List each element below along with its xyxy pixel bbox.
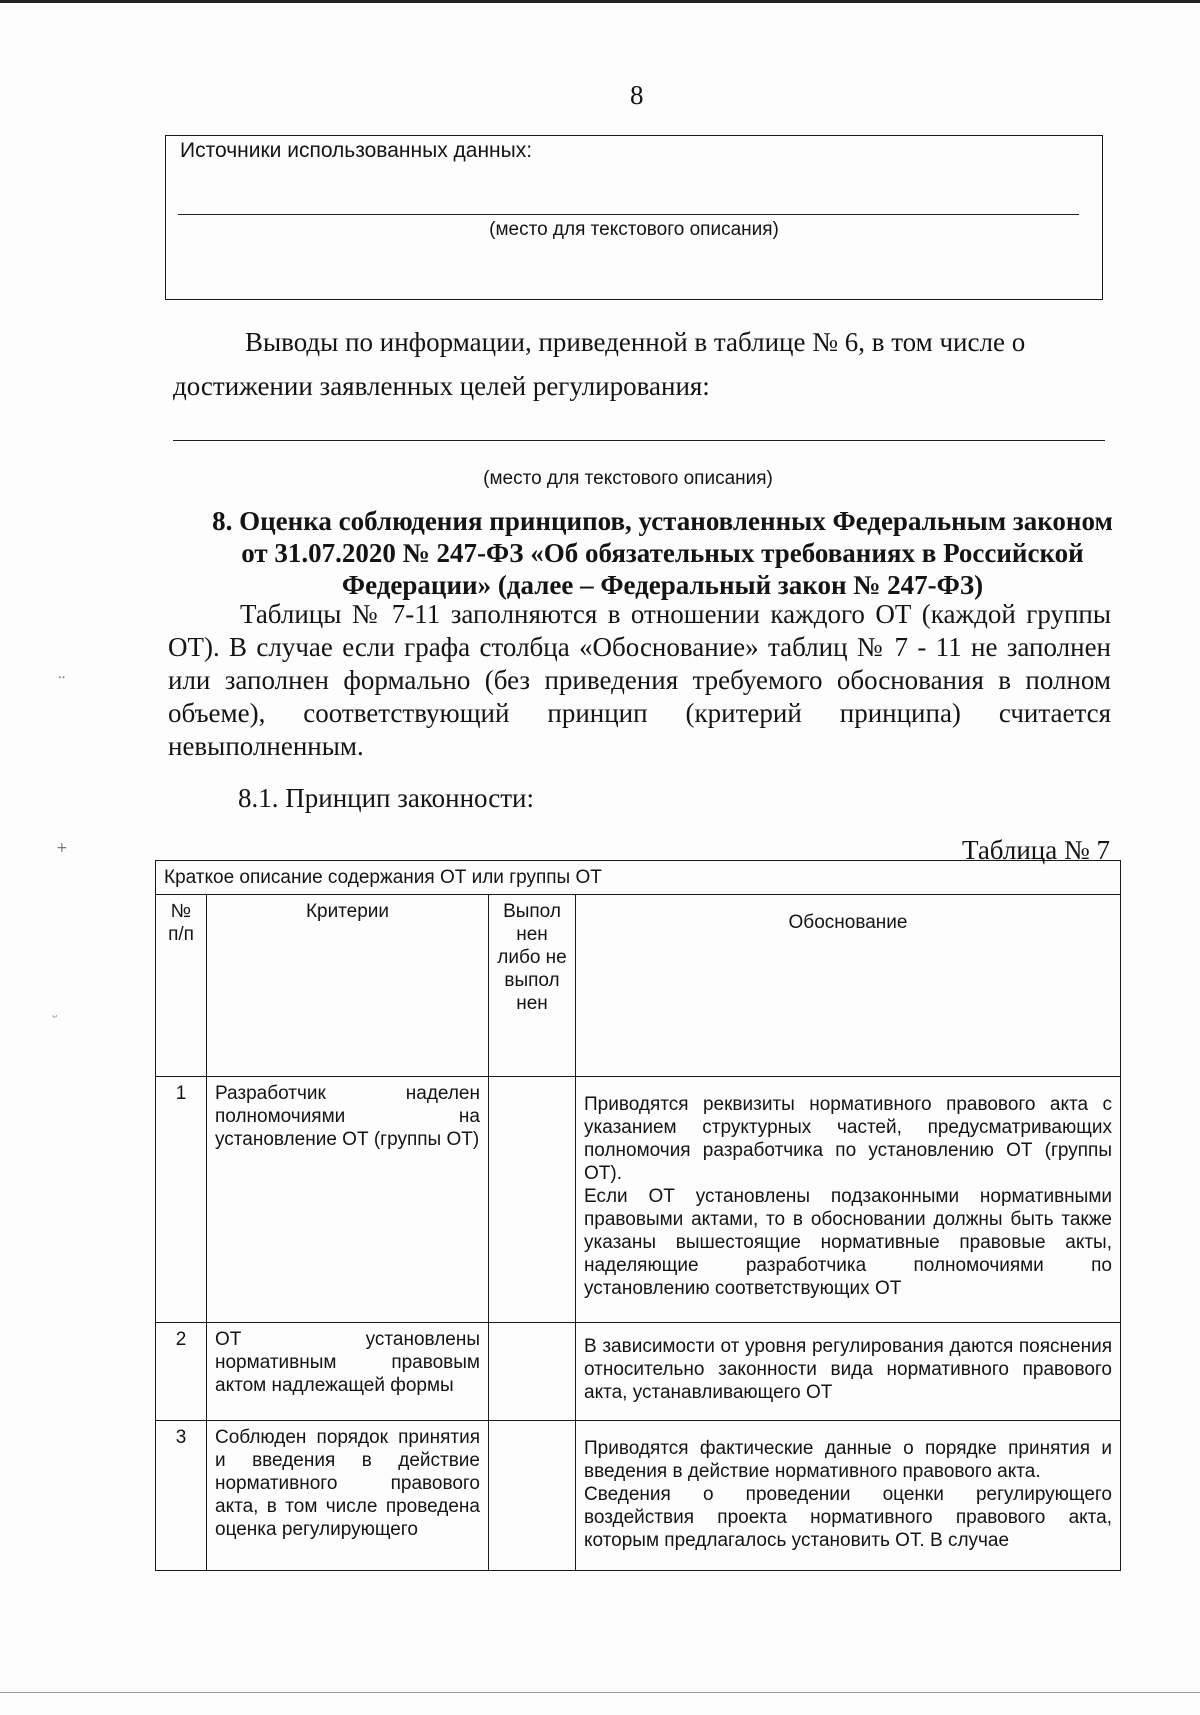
table-row bbox=[156, 1077, 1121, 1323]
sources-box bbox=[165, 135, 1103, 300]
scan-top-edge bbox=[0, 0, 1200, 3]
conclusions-fill-line bbox=[173, 440, 1105, 441]
row-num: 1 bbox=[156, 1077, 207, 1323]
table-7 bbox=[155, 860, 1121, 1571]
row-justification bbox=[576, 1323, 1121, 1421]
row-done bbox=[489, 1421, 576, 1571]
header-done: Выпол нен либо не выпол нен bbox=[489, 895, 576, 1077]
conclusions-paragraph: Выводы по информации, приведенной в таблице № 6, в том числе о достижении заявленных целей регулирования: bbox=[173, 327, 1026, 401]
section-8-intro: Таблицы № 7-11 заполняются в отношении каждого ОТ (каждой группы ОТ). В случае если графа столбца «Обоснование» таблиц № 7 - 11 не заполнен или заполнен формально (без приведения требуемого обоснования в полном объеме), соответствующий принцип (критерий принципа) считается невыполненным. bbox=[168, 599, 1111, 761]
justification-text: Если ОТ установлены подзаконными нормативными правовыми актами, то в обосновании должны быть также указаны вышестоящие нормативные правовые акты, наделяющие разработчика полномочиями по установлению соответствующих ОТ bbox=[584, 1186, 1112, 1299]
table-row bbox=[156, 1323, 1121, 1421]
row-done bbox=[489, 1077, 576, 1323]
header-num: № п/п bbox=[156, 895, 207, 1077]
page-number: 8 bbox=[630, 80, 644, 110]
section-8-heading: 8. Оценка соблюдения принципов, установленных Федеральным законом от 31.07.2020 № 247-ФЗ «Об обязательных требованиях в Российской Федерации» (далее – Федеральный закон № 247-ФЗ) bbox=[212, 506, 1113, 600]
scan-speck: + bbox=[56, 840, 68, 856]
sources-fill-line bbox=[178, 214, 1079, 215]
subsection-8-1: 8.1. Принцип законности: bbox=[238, 783, 534, 813]
justification-text: В зависимости от уровня регулирования даются пояснения относительно законности вида нормативного правового акта, устанавливающего ОТ bbox=[584, 1336, 1112, 1403]
justification-text: Приводятся реквизиты нормативного правового акта с указанием структурных частей, предусматривающих полномочия разработчика по установлению ОТ (группы ОТ). bbox=[584, 1094, 1112, 1184]
row-num: 2 bbox=[156, 1323, 207, 1421]
sources-hint: (место для текстового описания) bbox=[489, 219, 779, 240]
row-done bbox=[489, 1323, 576, 1421]
row-criteria: Разработчик наделен полномочиями на установление ОТ (группы ОТ) bbox=[207, 1077, 489, 1323]
table-title-cell: Краткое описание содержания ОТ или группы ОТ bbox=[156, 861, 1121, 895]
row-criteria: ОТ установлены нормативным правовым актом надлежащей формы bbox=[207, 1323, 489, 1421]
row-criteria: Соблюден порядок принятия и введения в действие нормативного правового акта, в том числе проведена оценка регулирующего bbox=[207, 1421, 489, 1571]
row-num: 3 bbox=[156, 1421, 207, 1571]
header-justification: Обоснование bbox=[576, 895, 1121, 1077]
scan-speck: ᵕ bbox=[52, 1010, 58, 1026]
table-row bbox=[156, 1421, 1121, 1571]
row-justification bbox=[576, 1421, 1121, 1571]
justification-text: Приводятся фактические данные о порядке принятия и введения в действие нормативного правового акта. bbox=[584, 1438, 1112, 1482]
table-header-row bbox=[156, 895, 1121, 1077]
scan-speck: ⸱⸱ bbox=[58, 670, 66, 686]
scan-bottom-edge bbox=[0, 1692, 1200, 1693]
sources-label: Источники использованных данных: bbox=[180, 139, 533, 162]
header-criteria: Критерии bbox=[207, 895, 489, 1077]
justification-text: Сведения о проведении оценки регулирующего воздействия проекта нормативного правового акта, которым предлагалось установить ОТ. В случае bbox=[584, 1484, 1112, 1551]
conclusions-hint: (место для текстового описания) bbox=[483, 468, 773, 489]
table-caption: Таблица № 7 bbox=[962, 835, 1110, 865]
row-justification bbox=[576, 1077, 1121, 1323]
table-title-row bbox=[156, 861, 1121, 895]
